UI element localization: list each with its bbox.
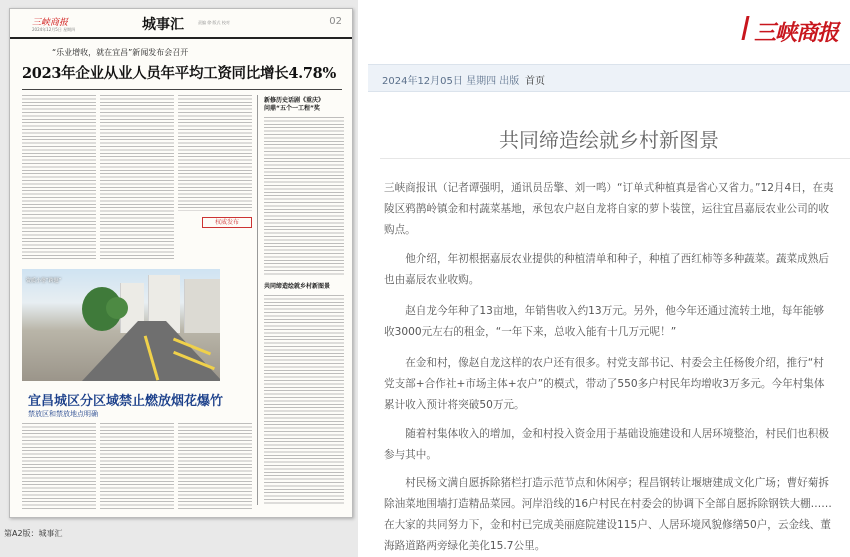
column-divider: [257, 95, 258, 505]
publish-date: 2024年12月05日 星期四 出版: [382, 76, 520, 87]
authority-tag: 权威发布: [202, 217, 252, 228]
site-logo[interactable]: 三峡商报: [754, 20, 839, 46]
street-photo[interactable]: [22, 269, 220, 381]
photo-caption: 资质小堡“跨题”: [26, 278, 62, 284]
bottom-text-col-3: [178, 423, 252, 509]
lead-kicker[interactable]: “乐业增收，就在宜昌”新闻发布会召开: [52, 48, 189, 57]
title-divider: [380, 158, 850, 159]
page-number: 02: [329, 16, 342, 27]
article-title: 共同缔造绘就乡村新图景: [499, 128, 719, 152]
home-link[interactable]: 首页: [525, 76, 545, 87]
logo-accent-icon: [741, 16, 754, 40]
lead-text-col-3: [178, 95, 252, 211]
fireworks-subhead: 禁放区和禁放地点明确: [28, 410, 98, 418]
fireworks-headline[interactable]: 宜昌城区分区域禁止燃放烟花爆竹: [28, 394, 224, 409]
article-paragraph-5: 随着村集体收入的增加，金和村投入资金用于基础设施建设和人居环境整治，村民们也积极参与其中。: [384, 428, 829, 461]
masthead-meta: 责编 徐·版式 校对: [198, 20, 230, 25]
newspaper-panel: [0, 0, 358, 557]
article-paragraph-3: 赵自龙今年种了13亩地，年销售收入约13万元。另外，他今年还通过流转土地，每年能够收3000元左右的租金，“一年下来，总收入能有十几万元呢！”: [384, 305, 825, 338]
masthead-logo: 三峡商报: [32, 18, 69, 28]
lead-text-col-2: [100, 95, 174, 259]
article-paragraph-4: 在金和村，像赵自龙这样的农户还有很多。村党支部书记、村委会主任杨俊介绍，推行“村党支部+合作社+市场主体+农户”的模式，带动了550多户村民年均增收3万多元。今年村集体累计收入预计将突破50万元。: [384, 357, 825, 411]
masthead-date: 2024年12月5日 星期四: [32, 27, 76, 32]
bottom-text-col-1: [22, 423, 96, 509]
article-paragraph-2: 他介绍，年初根据嘉辰农业提供的种植清单和种子，种植了西红柿等多种蔬菜。蔬菜成熟后也由嘉辰农业收购。: [384, 253, 829, 286]
edition-label[interactable]: 第A2版：城事汇: [4, 529, 63, 538]
lead-headline[interactable]: 2023年企业从业人员年平均工资同比增长4.78%: [22, 65, 336, 82]
side-headline-drama[interactable]: 新修历史话剧《重庆》 问鼎“五个一工程”奖: [264, 97, 325, 112]
bottom-text-col-2: [100, 423, 174, 509]
lead-text-col-1: [22, 95, 96, 259]
side-headline-village[interactable]: 共同缔造绘就乡村新图景: [264, 283, 331, 290]
article-paragraph-1: 三峡商报讯（记者谭强明，通讯员岳擎、刘一鸣）“订单式种植真是省心又省力。”12月4日，在夷陵区鸦鹊岭镇金和村蔬菜基地，承包农户赵自龙将自家的萝卜装筐，运往宜昌嘉辰农业公司的收购点。: [384, 182, 834, 236]
section-name: 城事汇: [142, 17, 184, 33]
masthead: [10, 9, 352, 39]
article-paragraph-6: 村民杨文满自愿拆除猪栏打造示范节点和休闲亭；程昌钢转让堰塘建成文化广场；曹好菊拆除油菜地围墙打造精品菜园。河岸沿线的16户村民在村委会的协调下全部自愿拆除钢铁大棚……在大家的共同努力下，金和村已完成美丽庭院建设115户、人居环境风貌修缮50户，云金线、董海路道路两旁绿化美化15.7公里。: [384, 477, 832, 552]
divider: [22, 89, 342, 90]
side-text-2: [264, 295, 344, 505]
side-text-1: [264, 117, 344, 277]
newspaper-page-thumbnail[interactable]: [9, 8, 353, 518]
date-bar: [368, 64, 850, 92]
